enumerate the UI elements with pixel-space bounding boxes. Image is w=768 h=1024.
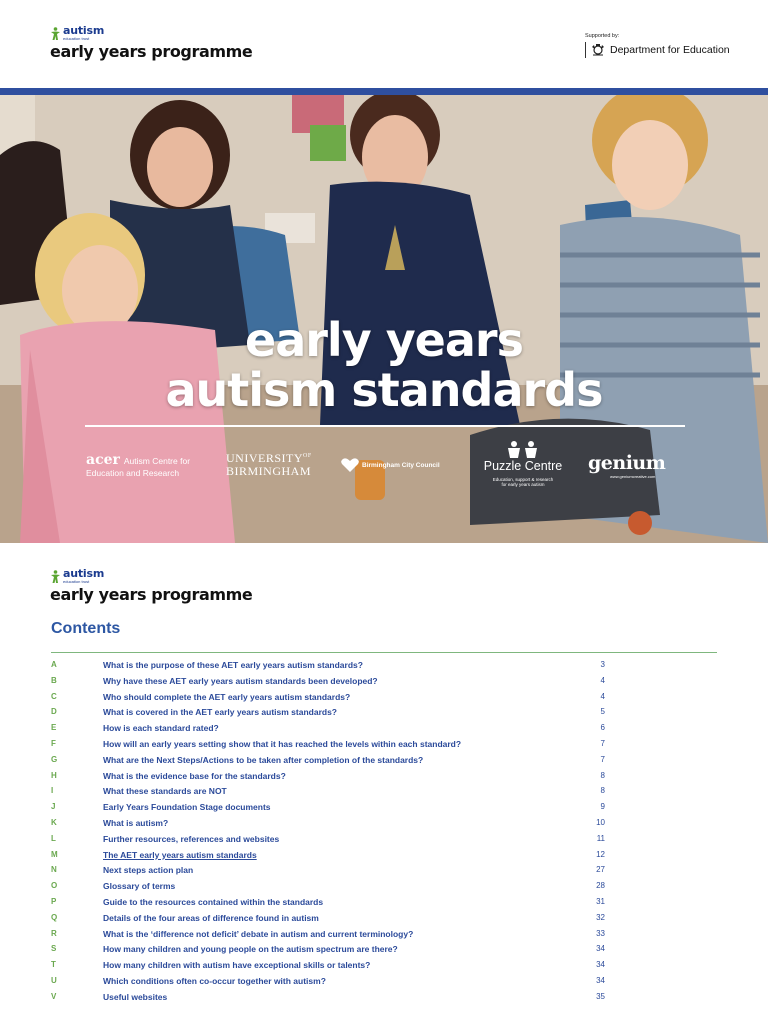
page-header [0,0,768,88]
toc-letter: Q [51,912,58,922]
toc-page-number: 3 [600,660,605,669]
toc-letter: L [51,833,56,843]
toc-letter: R [51,928,57,938]
toc-page-number: 28 [596,881,605,891]
toc-page-number: 4 [600,675,605,685]
acer-line2: Education and Research [86,468,180,478]
person-figure-icon [50,27,61,41]
toc-letter: J [51,802,56,812]
toc-title[interactable]: How will an early years setting show that it has reached the levels within each standard? [103,738,462,749]
toc-row[interactable] [51,737,611,753]
supported-by-label: Supported by: [585,33,620,39]
table-of-contents [51,658,611,1006]
toc-letter: N [51,865,57,875]
toc-letter: U [51,975,57,985]
toc-row[interactable] [51,800,611,816]
toc-row[interactable] [51,721,611,737]
toc-page-number: 27 [596,865,605,875]
toc-title[interactable]: Which conditions often co-occur together with autism? [103,975,326,986]
toc-row[interactable] [51,990,611,1006]
toc-page-number: 10 [596,817,605,827]
hero-title-line1: early years [245,313,523,367]
heart-icon [340,457,360,473]
toc-title[interactable]: Guide to the resources contained within the standards [103,896,324,907]
acer-wordmark: acer [86,452,120,468]
acer-line1: Autism Centre for [123,456,191,466]
toc-title[interactable]: How many children and young people on the autism spectrum are there? [103,944,398,955]
council-name: Birmingham City Council [362,461,440,469]
aet-logo-contents [50,569,252,604]
toc-title[interactable]: What is the ‘difference not deficit’ debate in autism and current terminology? [103,928,414,939]
toc-letter: S [51,944,57,954]
toc-letter: P [51,896,57,906]
toc-link[interactable]: The AET early years autism standards [103,849,257,860]
genium-wordmark: genium [588,452,666,474]
toc-row[interactable] [51,784,611,800]
toc-title[interactable]: What is covered in the AET early years autism standards? [103,707,337,718]
toc-letter: K [51,817,57,827]
toc-row[interactable] [51,863,611,879]
university-line2: BIRMINGHAM [226,464,312,478]
toc-title[interactable]: What these standards are NOT [103,786,227,797]
aet-logo [50,26,252,61]
toc-title[interactable]: How is each standard rated? [103,723,219,734]
puzzle-figures-icon [503,440,543,458]
brand-name: autism [63,24,105,37]
toc-title[interactable]: Further resources, references and websites [103,833,280,844]
toc-title[interactable]: Details of the four areas of difference found in autism [103,912,319,923]
toc-row[interactable] [51,911,611,927]
toc-row[interactable] [51,942,611,958]
toc-row[interactable] [51,705,611,721]
toc-letter: I [51,786,54,796]
toc-letter: D [51,707,57,717]
toc-row[interactable] [51,816,611,832]
toc-letter: F [51,738,56,748]
toc-title[interactable]: What are the Next Steps/Actions to be taken after completion of the standards? [103,754,424,765]
toc-title[interactable]: How many children with autism have exceptional skills or talents? [103,960,371,971]
toc-title[interactable]: Useful websites [103,991,168,1002]
toc-page-number: 8 [600,786,605,796]
toc-letter: H [51,770,57,780]
puzzle-centre-tagline1: Education, support & research [492,477,554,482]
hero-title-line2: autism standards [165,363,603,417]
toc-row[interactable] [51,958,611,974]
dfe-divider [585,42,586,58]
supporter-name: Department for Education [610,44,730,56]
toc-page-number: 32 [596,912,605,922]
toc-letter: C [51,691,57,701]
contents-heading: Contents [51,620,121,637]
puzzle-centre-tagline2: for early years autism [501,482,545,487]
toc-page-number: 12 [596,849,605,859]
toc-row[interactable] [51,753,611,769]
toc-row[interactable] [51,658,611,674]
council-logo [340,457,440,473]
toc-title[interactable]: Who should complete the AET early years autism standards? [103,691,351,702]
toc-title[interactable]: Early Years Foundation Stage documents [103,802,271,813]
toc-title[interactable]: Why have these AET early years autism standards been developed? [103,675,378,686]
toc-page-number: 6 [600,723,605,733]
toc-page-number: 34 [596,975,605,985]
toc-page-number: 35 [596,991,605,1001]
toc-row[interactable] [51,879,611,895]
toc-letter: E [51,723,57,733]
dfe-logo [585,33,730,58]
toc-letter: V [51,991,57,1001]
brand-name: autism [63,567,105,580]
toc-page-number: 34 [596,960,605,970]
brand-subtitle: education trust [63,579,90,584]
toc-row[interactable] [51,690,611,706]
university-of: OF [303,453,312,459]
toc-page-number: 11 [596,833,605,843]
toc-title[interactable]: Glossary of terms [103,881,176,892]
toc-page-number: 7 [600,738,605,748]
toc-row[interactable] [51,927,611,943]
toc-page-number: 7 [600,754,605,764]
toc-page-number: 31 [596,896,605,906]
toc-row[interactable] [51,848,611,864]
toc-letter: G [51,754,58,764]
toc-letter: M [51,849,58,859]
university-line1: UNIVERSITY [226,451,303,465]
contents-divider [51,652,717,653]
genium-url: www.geniumcreative.com [610,474,656,479]
toc-letter: B [51,675,57,685]
acer-logo [86,452,190,479]
toc-row[interactable] [51,895,611,911]
brand-programme: early years programme [50,585,253,604]
toc-page-number: 8 [600,770,605,780]
toc-row[interactable] [51,974,611,990]
toc-row[interactable] [51,674,611,690]
toc-row[interactable] [51,769,611,785]
toc-letter: T [51,960,56,970]
toc-page-number: 34 [596,944,605,954]
toc-page-number: 33 [596,928,605,938]
toc-letter: O [51,881,58,891]
royal-crest-icon [590,43,606,57]
toc-letter: A [51,660,57,669]
toc-title[interactable]: What is the evidence base for the standards? [103,770,286,781]
toc-page-number: 5 [600,707,605,717]
toc-row[interactable] [51,832,611,848]
header-band [0,88,768,95]
puzzle-centre-name: Puzzle Centre [483,459,563,473]
toc-title[interactable]: Next steps action plan [103,865,194,876]
puzzle-centre-logo [478,440,568,487]
toc-page-number: 9 [600,802,605,812]
genium-logo [588,452,665,479]
brand-subtitle: education trust [63,36,90,41]
university-logo [226,450,312,478]
hero-photo [0,95,768,543]
toc-title[interactable]: What is autism? [103,817,169,828]
toc-title[interactable]: What is the purpose of these AET early years autism standards? [103,660,363,670]
brand-programme: early years programme [50,42,253,61]
toc-page-number: 4 [600,691,605,701]
hero-divider [85,425,685,427]
person-figure-icon [50,570,61,584]
